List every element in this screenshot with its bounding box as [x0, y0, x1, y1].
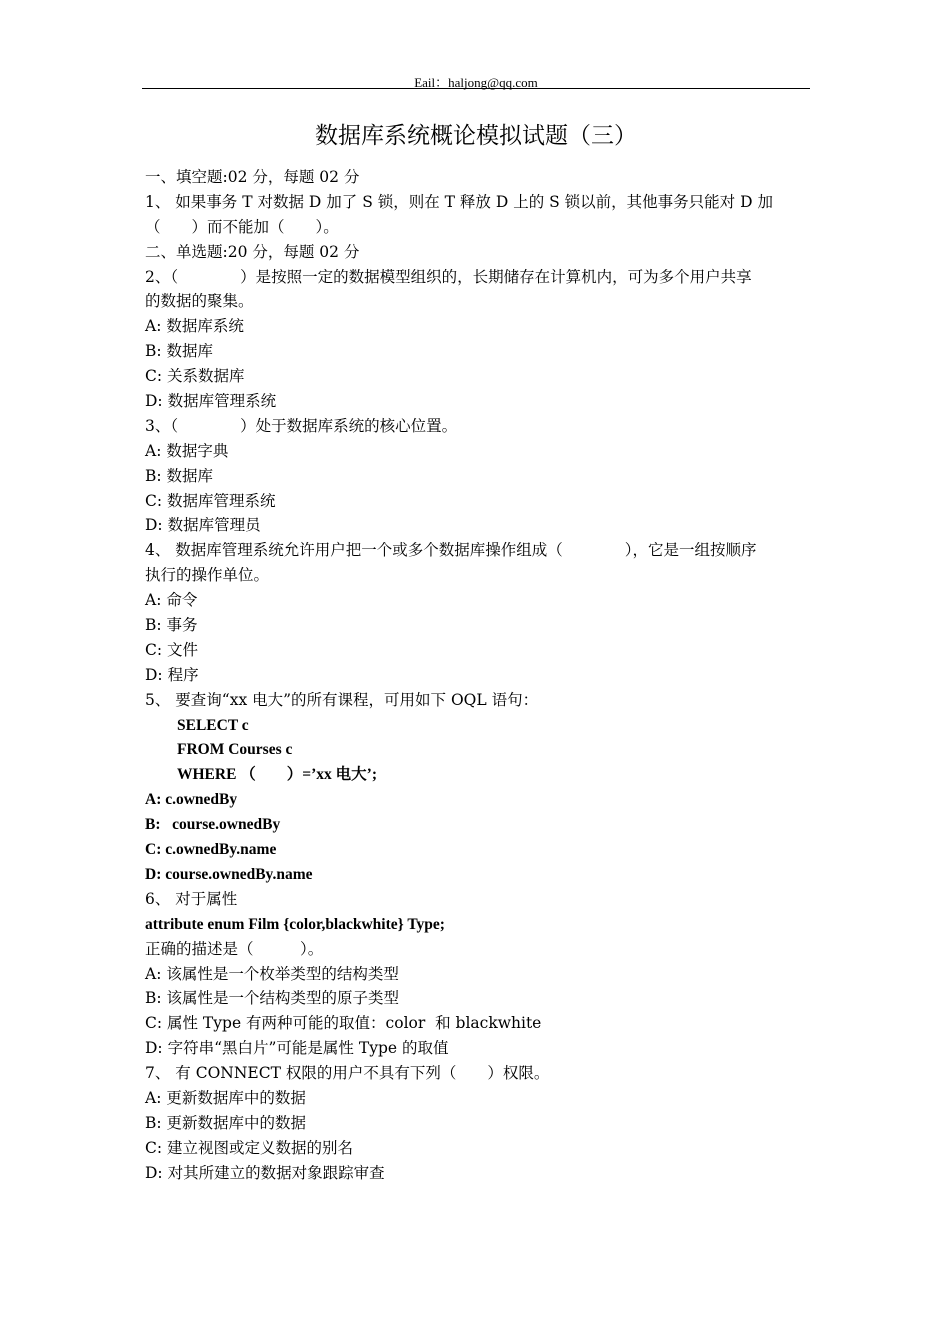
- question-5-option-b: [145, 812, 810, 837]
- exam-body: [145, 165, 810, 1186]
- code-from-text: FROM Courses c: [177, 741, 293, 759]
- question-6-line-1: 6、 对于属性: [145, 889, 238, 908]
- document-title: 数据库系统概论模拟试题（三）: [315, 123, 637, 149]
- question-5-option-c: [145, 837, 810, 862]
- question-7-line-1: 7、 有 CONNECT 权限的用户不具有下列（ ）权限。: [145, 1064, 550, 1083]
- question-6-option-a: A: 该属性是一个枚举类型的结构类型: [145, 964, 399, 983]
- question-5-code-from: [145, 737, 810, 762]
- question-2-line-2: 的数据的聚集。: [145, 292, 254, 311]
- question-4-option-c: C: 文件: [145, 640, 199, 659]
- question-5-option-a: [145, 787, 810, 812]
- question-3-option-d: D: 数据库管理员: [145, 516, 261, 535]
- question-2-option-b: B: 数据库: [145, 342, 214, 361]
- question-2-line-1: 2、（ ）是按照一定的数据模型组织的，长期储存在计算机内，可为多个用户共享: [145, 267, 752, 286]
- question-2-option-d: D: 数据库管理系统: [145, 392, 277, 411]
- question-4-line-1: 4、 数据库管理系统允许用户把一个或多个数据库操作组成（ ），它是一组按顺序: [145, 541, 757, 560]
- option-a-text: A: c.ownedBy: [145, 791, 238, 809]
- question-1-line-2: （ ）而不能加（ ）。: [145, 217, 339, 236]
- question-5-line-1: 5、 要查询“xx 电大”的所有课程，可用如下 OQL 语句：: [145, 690, 539, 709]
- question-6-line-3: 正确的描述是（ ）。: [145, 939, 324, 958]
- page-header-email: Eail：haljong@qq.com: [414, 75, 538, 90]
- question-7-option-d: D: 对其所建立的数据对象跟踪审查: [145, 1163, 385, 1182]
- attribute-def-text: attribute enum Film {color,blackwhite} Type;: [145, 915, 445, 933]
- question-3-option-b: B: 数据库: [145, 466, 214, 485]
- question-4-option-b: B: 事务: [145, 616, 198, 635]
- question-7-option-c: C: 建立视图或定义数据的别名: [145, 1138, 354, 1157]
- question-7-option-b: B: 更新数据库中的数据: [145, 1113, 307, 1132]
- question-2-option-a: A: 数据库系统: [145, 317, 244, 336]
- question-2-option-c: C: 关系数据库: [145, 367, 245, 386]
- question-4-option-a: A: 命令: [145, 591, 198, 610]
- code-select-text: SELECT c: [177, 716, 249, 734]
- question-5-code-where: [145, 762, 810, 787]
- question-3-option-a: A: 数据字典: [145, 441, 229, 460]
- code-where-text: WHERE （ ）=’xx 电大’;: [177, 766, 377, 784]
- option-d-text: D: course.ownedBy.name: [145, 865, 313, 883]
- question-6-option-d: D: 字符串“黑白片”可能是属性 Type 的取值: [145, 1039, 449, 1058]
- question-3-line-1: 3、（ ）处于数据库系统的核心位置。: [145, 416, 458, 435]
- question-5-option-d: [145, 862, 810, 887]
- question-4-option-d: D: 程序: [145, 665, 199, 684]
- question-6-attribute-def: [145, 912, 810, 937]
- question-5-code-select: [145, 713, 810, 738]
- question-6-option-b: B: 该属性是一个结构类型的原子类型: [145, 989, 400, 1008]
- question-1-line-1: 1、 如果事务 T 对数据 D 加了 S 锁，则在 T 释放 D 上的 S 锁以前，其他事务只能对 D 加: [145, 192, 773, 211]
- header-divider: [142, 88, 810, 89]
- question-7-option-a: A: 更新数据库中的数据: [145, 1088, 306, 1107]
- section-heading-fill-blank: 一、填空题:02 分，每题 02 分: [145, 168, 360, 186]
- question-4-line-2: 执行的操作单位。: [145, 566, 270, 585]
- option-b-text: B: course.ownedBy: [145, 816, 281, 834]
- question-6-option-c: C: 属性 Type 有两种可能的取值：color 和 blackwhite: [145, 1014, 542, 1033]
- question-3-option-c: C: 数据库管理系统: [145, 491, 276, 510]
- section-heading-single-choice: 二、单选题:20 分，每题 02 分: [145, 242, 360, 261]
- option-c-text: C: c.ownedBy.name: [145, 841, 277, 859]
